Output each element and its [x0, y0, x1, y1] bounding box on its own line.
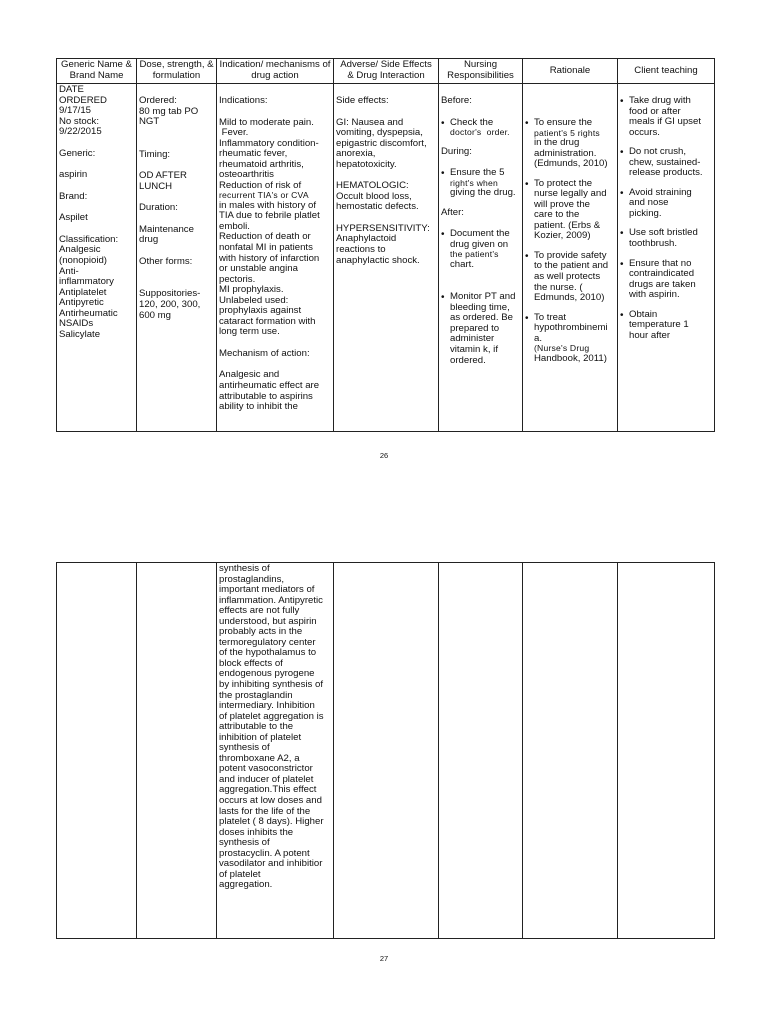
mechanism-line: inflammation. Antipyretic	[219, 594, 323, 606]
teaching-line: • Take drug with	[629, 95, 691, 106]
indication-line: rheumatic fever,	[219, 148, 288, 160]
other-forms-value: 120, 200, 300,	[139, 299, 201, 311]
rationale-line: Edmunds, 2010)	[534, 292, 605, 304]
classification-item: Anti-	[59, 265, 79, 277]
list-item	[620, 147, 712, 179]
responsibility-line: • Monitor PT and	[450, 291, 516, 303]
indication-line: long term use.	[219, 326, 280, 338]
mechanism-line: inhibition of platelet	[219, 731, 302, 743]
mechanism-line: and inducer of platelet	[219, 773, 314, 785]
header-generic-brand: Generic Name & Brand Name	[57, 59, 137, 84]
mechanism-line: antirheumatic effect are	[219, 380, 320, 392]
teaching-line: • Do not crush,	[629, 146, 687, 158]
mechanism-line: synthesis of	[219, 563, 270, 574]
rationale-line: • To provide safety	[534, 249, 607, 261]
duration-value: drug	[139, 234, 159, 246]
list-item	[620, 259, 712, 301]
mechanism-line: synthesis of	[219, 742, 270, 754]
mechanism-line: thromboxane A2, a	[219, 752, 300, 764]
adverse-line: reactions to	[336, 244, 386, 256]
rationale-line: will prove the	[534, 198, 590, 210]
other-forms-value: Suppositories-	[139, 288, 201, 300]
mechanism-line: the prostaglandin	[219, 689, 293, 701]
rationale-line: care to the	[534, 209, 580, 221]
responsibility-line: • Document the	[450, 228, 510, 240]
indication-line: osteoarthritis	[219, 169, 274, 181]
list-item	[525, 251, 615, 304]
responsibility-line: vitamin k, if	[450, 344, 498, 356]
adverse-line: Anaphylactoid	[336, 233, 397, 245]
mechanism-line: doses inhibits the	[219, 826, 294, 838]
teaching-line: picking.	[629, 207, 662, 219]
indication-line: MI prophylaxis.	[219, 284, 284, 296]
rationale-line: Handbook, 2011)	[534, 352, 607, 364]
mechanism-line: block effects of	[219, 657, 283, 669]
rationale-cell	[523, 84, 618, 432]
teaching-line: toothbrush.	[629, 238, 678, 250]
indication-line: Reduction of risk of	[219, 179, 302, 191]
mechanism-line: occurs at low doses and	[219, 795, 322, 807]
dose-value: 80 mg tab PO	[139, 105, 199, 117]
teaching-line: • Ensure that no	[629, 257, 692, 269]
generic-brand-cell	[57, 84, 137, 432]
classification-item: Antiplatelet	[59, 286, 107, 298]
adverse-line: anorexia,	[336, 148, 376, 160]
other-forms-label: Other forms:	[139, 255, 193, 267]
mechanism-line: aggregation.	[219, 879, 273, 891]
header-rationale: Rationale	[523, 59, 618, 84]
mechanism-line: by inhibiting synthesis of	[219, 679, 323, 691]
mechanism-line: aggregation.This effect	[219, 784, 317, 796]
rationale-line: administration.	[534, 147, 597, 159]
indication-line: recurrent TIA's or CVA	[219, 190, 309, 201]
mechanism-line: of the hypothalamus to	[219, 647, 317, 659]
responsibility-line: doctor's order.	[450, 127, 510, 138]
ordered-label: Ordered:	[139, 95, 177, 106]
mechanism-line: ability to inhibit the	[219, 401, 298, 413]
classification-item: Analgesic	[59, 244, 101, 256]
empty-cell	[618, 563, 715, 939]
mechanism-line: important mediators of	[219, 584, 315, 596]
indication-line: cataract formation with	[219, 315, 316, 327]
dose-cell	[137, 84, 217, 432]
list-item	[620, 96, 712, 138]
adverse-line: HEMATOLOGIC:	[336, 180, 409, 192]
indication-line: prophylaxis against	[219, 305, 302, 317]
adverse-line: vomiting, dyspepsia,	[336, 127, 423, 139]
table-row	[57, 84, 715, 432]
rationale-line: (Nurse's Drug	[534, 343, 590, 354]
indication-line: in males with history of	[219, 199, 317, 211]
mechanism-line: prostaglandins,	[219, 573, 285, 585]
header-nursing-responsibilities: Nursing Responsibilities	[439, 59, 523, 84]
rationale-line: • To treat	[534, 311, 566, 323]
generic-name: aspirin	[59, 169, 88, 181]
page-number: 26	[379, 451, 389, 460]
drug-study-table-continued	[56, 562, 715, 939]
list-item	[441, 229, 520, 270]
teaching-line: drugs are taken	[629, 278, 696, 290]
indication-line: pectoris.	[219, 273, 256, 285]
responsibility-line: drug given on	[450, 238, 509, 250]
timing-value: OD AFTER	[139, 170, 187, 182]
during-label: During:	[441, 145, 472, 157]
indication-line: Reduction of death or	[219, 231, 311, 243]
route-value: NGT	[139, 116, 160, 128]
duration-label: Duration:	[139, 202, 178, 214]
list-item	[620, 228, 712, 249]
responsibility-line: • Check the	[450, 116, 494, 128]
teaching-line: food or after	[629, 105, 681, 117]
page-number: 27	[379, 954, 389, 963]
teaching-line: release products.	[629, 167, 703, 179]
rationale-line: to the patient and	[534, 260, 609, 272]
adverse-effects-cell	[334, 84, 439, 432]
classification-item: NSAIDs	[59, 318, 94, 330]
other-forms-value: 600 mg	[139, 309, 171, 321]
rationale-line: a.	[534, 332, 543, 344]
nursing-responsibilities-cell	[439, 84, 523, 432]
indication-line: Inflammatory condition-	[219, 137, 319, 149]
empty-cell	[523, 563, 618, 939]
teaching-line: • Avoid straining	[629, 186, 692, 198]
indication-line: with history of infarction	[219, 252, 320, 264]
responsibility-line: the patient's	[450, 249, 499, 260]
indication-line: or unstable angina	[219, 263, 298, 275]
mechanism-continued-cell	[217, 563, 334, 939]
mechanism-line: lasts for the life of the	[219, 805, 311, 817]
responsibility-line: giving the drug.	[450, 187, 516, 199]
teaching-line: chew, sustained-	[629, 156, 701, 168]
drug-study-table	[56, 58, 715, 432]
list-item	[525, 118, 615, 170]
table-row	[57, 563, 715, 939]
responsibility-line: • Ensure the 5	[450, 167, 505, 179]
no-stock-label: No stock:	[59, 115, 99, 127]
header-client-teaching: Client teaching	[618, 59, 715, 84]
responsibility-line: right's when	[450, 177, 498, 188]
date-ordered: 9/17/15	[59, 105, 92, 117]
teaching-line: hour after	[629, 329, 671, 341]
teaching-line: • Use soft bristled	[629, 227, 698, 239]
adverse-line: anaphylactic shock.	[336, 254, 420, 266]
mechanism-line: of platelet	[219, 868, 261, 880]
after-label: After:	[441, 206, 464, 218]
adverse-line: HYPERSENSITIVITY:	[336, 222, 430, 234]
teaching-line: temperature 1	[629, 319, 689, 331]
classification-item: inflammatory	[59, 276, 114, 288]
brand-name: Aspilet	[59, 212, 88, 224]
timing-label: Timing:	[139, 148, 171, 160]
classification-item: (nonopioid)	[59, 255, 108, 267]
teaching-line: with aspirin.	[629, 289, 680, 301]
teaching-line: and nose	[629, 197, 669, 209]
indication-line: Mild to moderate pain.	[219, 116, 314, 128]
indication-line: TIA due to febrile platlet	[219, 210, 320, 222]
mechanism-line: potent vasoconstrictor	[219, 763, 313, 775]
adverse-line: epigastric discomfort,	[336, 137, 427, 149]
mechanism-line: understood, but aspirin	[219, 615, 317, 627]
responsibility-line: as ordered. Be	[450, 312, 513, 324]
adverse-line: hepatotoxicity.	[336, 158, 397, 170]
mechanism-line: probably acts in the	[219, 626, 303, 638]
table-header-row	[57, 59, 715, 84]
classification-item: Antirheumatic	[59, 307, 118, 319]
mechanism-line: endogenous pyrogene	[219, 668, 315, 680]
mechanism-line: prostacyclin. A potent	[219, 847, 310, 859]
rationale-line: patient. (Erbs &	[534, 219, 601, 231]
client-teaching-cell	[618, 84, 715, 432]
list-item	[441, 118, 520, 138]
list-item	[525, 313, 615, 365]
mechanism-line: of platelet aggregation is	[219, 710, 324, 722]
indications-label: Indications:	[219, 95, 268, 106]
mechanism-line: synthesis of	[219, 837, 270, 849]
teaching-line: meals if GI upset	[629, 116, 701, 128]
rationale-line: as well protects	[534, 271, 601, 283]
date-label: DATE	[59, 84, 84, 95]
list-item	[620, 310, 712, 342]
mechanism-line: Analgesic and	[219, 369, 280, 381]
indication-line: rheumatoid arthritis,	[219, 158, 304, 170]
header-adverse-effects: Adverse/ Side Effects & Drug Interaction	[334, 59, 439, 84]
mechanism-line: effects are not fully	[219, 605, 300, 617]
responsibility-line: prepared to	[450, 322, 500, 334]
mechanism-line: attributable to the	[219, 721, 294, 733]
rationale-line: hypothrombinemi	[534, 322, 608, 334]
list-item	[525, 179, 615, 242]
duration-value: Maintenance	[139, 223, 194, 235]
brand-label: Brand:	[59, 190, 88, 202]
teaching-line: • Obtain	[629, 308, 658, 320]
side-effects-label: Side effects:	[336, 95, 389, 106]
no-stock-date: 9/22/2015	[59, 126, 102, 138]
rationale-line: patient's 5 rights	[534, 127, 600, 138]
empty-cell	[334, 563, 439, 939]
rationale-line: the nurse. (	[534, 281, 583, 293]
adverse-line: hemostatic defects.	[336, 201, 419, 213]
list-item	[620, 188, 712, 220]
rationale-line: • To protect the	[534, 177, 593, 189]
before-label: Before:	[441, 95, 472, 106]
mechanism-line: intermediary. Inhibition	[219, 700, 315, 712]
teaching-line: contraindicated	[629, 268, 695, 280]
empty-cell	[439, 563, 523, 939]
indication-line: Fever.	[219, 127, 249, 139]
responsibility-line: ordered.	[450, 354, 486, 366]
responsibility-line: administer	[450, 333, 495, 345]
rationale-line: nurse legally and	[534, 188, 607, 200]
rationale-line: (Edmunds, 2010)	[534, 158, 608, 170]
rationale-line: Kozier, 2009)	[534, 230, 591, 242]
responsibility-line: chart.	[450, 258, 474, 270]
mechanism-line: attributable to aspirins	[219, 390, 313, 402]
header-dose: Dose, strength, & formulation	[137, 59, 217, 84]
responsibility-line: bleeding time,	[450, 301, 510, 313]
teaching-line: occurs.	[629, 126, 660, 138]
list-item	[441, 292, 520, 366]
rationale-line: • To ensure the	[534, 117, 593, 128]
mechanism-line: vasodilator and inhibitior	[219, 858, 323, 870]
adverse-line: Occult blood loss,	[336, 190, 412, 202]
classification-item: Salicylate	[59, 328, 101, 340]
classification-item: Antipyretic	[59, 297, 104, 309]
empty-cell	[57, 563, 137, 939]
adverse-line: GI: Nausea and	[336, 116, 404, 128]
indication-line: Unlabeled used:	[219, 294, 289, 306]
indication-cell	[217, 84, 334, 432]
ordered-label: ORDERED	[59, 94, 107, 106]
generic-label: Generic:	[59, 147, 96, 159]
rationale-line: in the drug	[534, 137, 580, 148]
empty-cell	[137, 563, 217, 939]
header-indication: Indication/ mechanisms of drug action	[217, 59, 334, 84]
indication-line: emboli.	[219, 220, 250, 232]
indication-line: nonfatal MI in patients	[219, 242, 313, 254]
mechanism-label: Mechanism of action:	[219, 347, 310, 359]
list-item	[441, 168, 520, 199]
mechanism-line: termoregulatory center	[219, 636, 316, 648]
timing-value: LUNCH	[139, 180, 173, 192]
mechanism-line: platelet ( 8 days). Higher	[219, 816, 324, 828]
classification-label: Classification:	[59, 233, 119, 245]
